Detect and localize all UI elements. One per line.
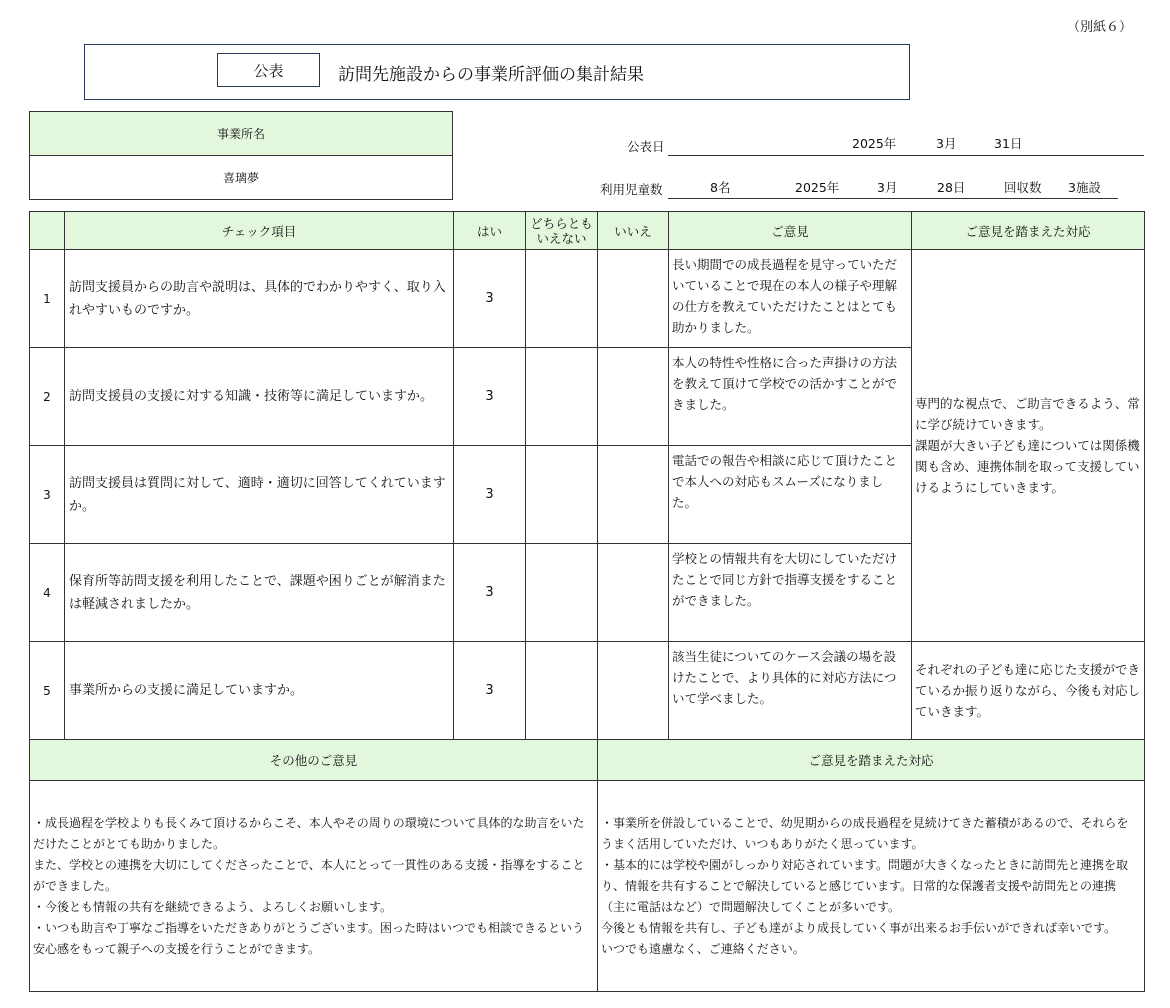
users-day: 28日 xyxy=(937,180,966,195)
row-opinion: 長い期間での成長過程を見守っていただいていることで現在の本人の様子や理解の仕方を教えていただけたことはとても助かりました。 xyxy=(669,250,912,348)
row-question: 保育所等訪問支援を利用したことで、課題や困りごとが解消または軽減されましたか。 xyxy=(65,544,454,642)
other-header-row xyxy=(30,740,1145,781)
table-row xyxy=(30,642,1145,740)
header-yes: はい xyxy=(454,212,526,250)
header-check-item: チェック項目 xyxy=(65,212,454,250)
row-neutral-count xyxy=(526,250,598,348)
row-yes-count: 3 xyxy=(454,642,526,740)
row-no-count xyxy=(598,642,669,740)
row-question: 事業所からの支援に満足していますか。 xyxy=(65,642,454,740)
publication-tag: 公表 xyxy=(217,53,320,87)
header-opinion: ご意見 xyxy=(669,212,912,250)
page-title: 訪問先施設からの事業所評価の集計結果 xyxy=(338,65,644,85)
users-month: 3月 xyxy=(877,180,898,195)
row-opinion: 該当生徒についてのケース会議の場を設けたことで、より具体的に対応方法について学べました。 xyxy=(669,642,912,740)
header-neutral: どちらとも いえない xyxy=(526,212,598,250)
response-rows-1-4: 専門的な視点で、ご助言できるよう、常に学び続けていきます。 課題が大きい子ども達については関係機関も含め、連携体制を取って支援していけるようにしていきます。 xyxy=(912,250,1145,642)
row-number: 1 xyxy=(30,250,65,348)
users-count: 8名 xyxy=(710,180,731,195)
business-name-label: 事業所名 xyxy=(29,111,453,156)
row-number: 3 xyxy=(30,446,65,544)
header-no: いいえ xyxy=(598,212,669,250)
other-opinions-text: ・成長過程を学校よりも長くみて頂けるからこそ、本人やその周りの環境について具体的な助言をいただけたことがとても助かりました。 また、学校との連携を大切にしてくださったことで、本人にとって一貫性のある支援・指導をすることができました。 ・今後とも情報の共有を継続できるよう、よろしくお願いします。 ・いつも助言や丁寧なご指導をいただきありがとうございます。困った時はいつでも相談できるという安心感をもって親子への支援を行うことができます。 xyxy=(30,781,598,992)
collected-count: 3施設 xyxy=(1068,180,1101,195)
table-row xyxy=(30,250,1145,348)
row-opinion: 学校との情報共有を大切にしていただけたことで同じ方針で指導支援をすることができました。 xyxy=(669,544,912,642)
row-no-count xyxy=(598,544,669,642)
collected-label: 回収数 xyxy=(1004,180,1042,195)
annex-label: （別紙６） xyxy=(1066,20,1132,35)
row-opinion: 本人の特性や性格に合った声掛けの方法を教えて頂けて学校での活かすことができました。 xyxy=(669,348,912,446)
response-row-5: それぞれの子ども達に応じた支援ができているか振り返りながら、今後も対応していきます。 xyxy=(912,642,1145,740)
row-question: 訪問支援員の支援に対する知識・技術等に満足していますか。 xyxy=(65,348,454,446)
row-neutral-count xyxy=(526,348,598,446)
row-question: 訪問支援員からの助言や説明は、具体的でわかりやすく、取り入れやすいものですか。 xyxy=(65,250,454,348)
header-response: ご意見を踏まえた対応 xyxy=(912,212,1145,250)
users-label: 利用児童数 xyxy=(600,182,663,197)
row-yes-count: 3 xyxy=(454,544,526,642)
business-name: 喜璃夢 xyxy=(29,155,453,200)
row-neutral-count xyxy=(526,544,598,642)
row-no-count xyxy=(598,348,669,446)
users-underline xyxy=(668,198,1118,199)
users-year: 2025年 xyxy=(795,180,840,195)
row-question: 訪問支援員は質問に対して、適時・適切に回答してくれていますか。 xyxy=(65,446,454,544)
publish-date-underline xyxy=(668,155,1144,156)
row-yes-count: 3 xyxy=(454,446,526,544)
publish-day: 31日 xyxy=(994,136,1023,151)
row-no-count xyxy=(598,250,669,348)
other-response-label: ご意見を踏まえた対応 xyxy=(598,740,1145,781)
row-neutral-count xyxy=(526,642,598,740)
row-no-count xyxy=(598,446,669,544)
publish-date-label: 公表日 xyxy=(627,139,665,154)
publish-year: 2025年 xyxy=(852,136,897,151)
evaluation-table xyxy=(29,211,1145,992)
row-number: 5 xyxy=(30,642,65,740)
row-opinion: 電話での報告や相談に応じて頂けたことで本人への対応もスムーズになりました。 xyxy=(669,446,912,544)
row-yes-count: 3 xyxy=(454,250,526,348)
row-number: 2 xyxy=(30,348,65,446)
other-content-row xyxy=(30,781,1145,992)
other-response-text: ・事業所を併設していることで、幼児期からの成長過程を見続けてきた蓄積があるので、それらをうまく活用していただけ、いつもありがたく思っています。 ・基本的には学校や園がしっかり対応されています。問題が大きくなったときに訪問先と連携を取り、情報を共有することで解決していると感じています。日常的な保護者支援や訪問先との連携（主に電話はなど）で問題解決してくことが多いです。 今後とも情報を共有し、子ども達がより成長していく事が出来るお手伝いができれば幸いです。 いつでも遠慮なく、ご連絡ください。 xyxy=(598,781,1145,992)
other-opinions-label: その他のご意見 xyxy=(30,740,598,781)
row-number: 4 xyxy=(30,544,65,642)
publish-month: 3月 xyxy=(936,136,957,151)
row-neutral-count xyxy=(526,446,598,544)
row-yes-count: 3 xyxy=(454,348,526,446)
header-num xyxy=(30,212,65,250)
table-header-row xyxy=(30,212,1145,250)
